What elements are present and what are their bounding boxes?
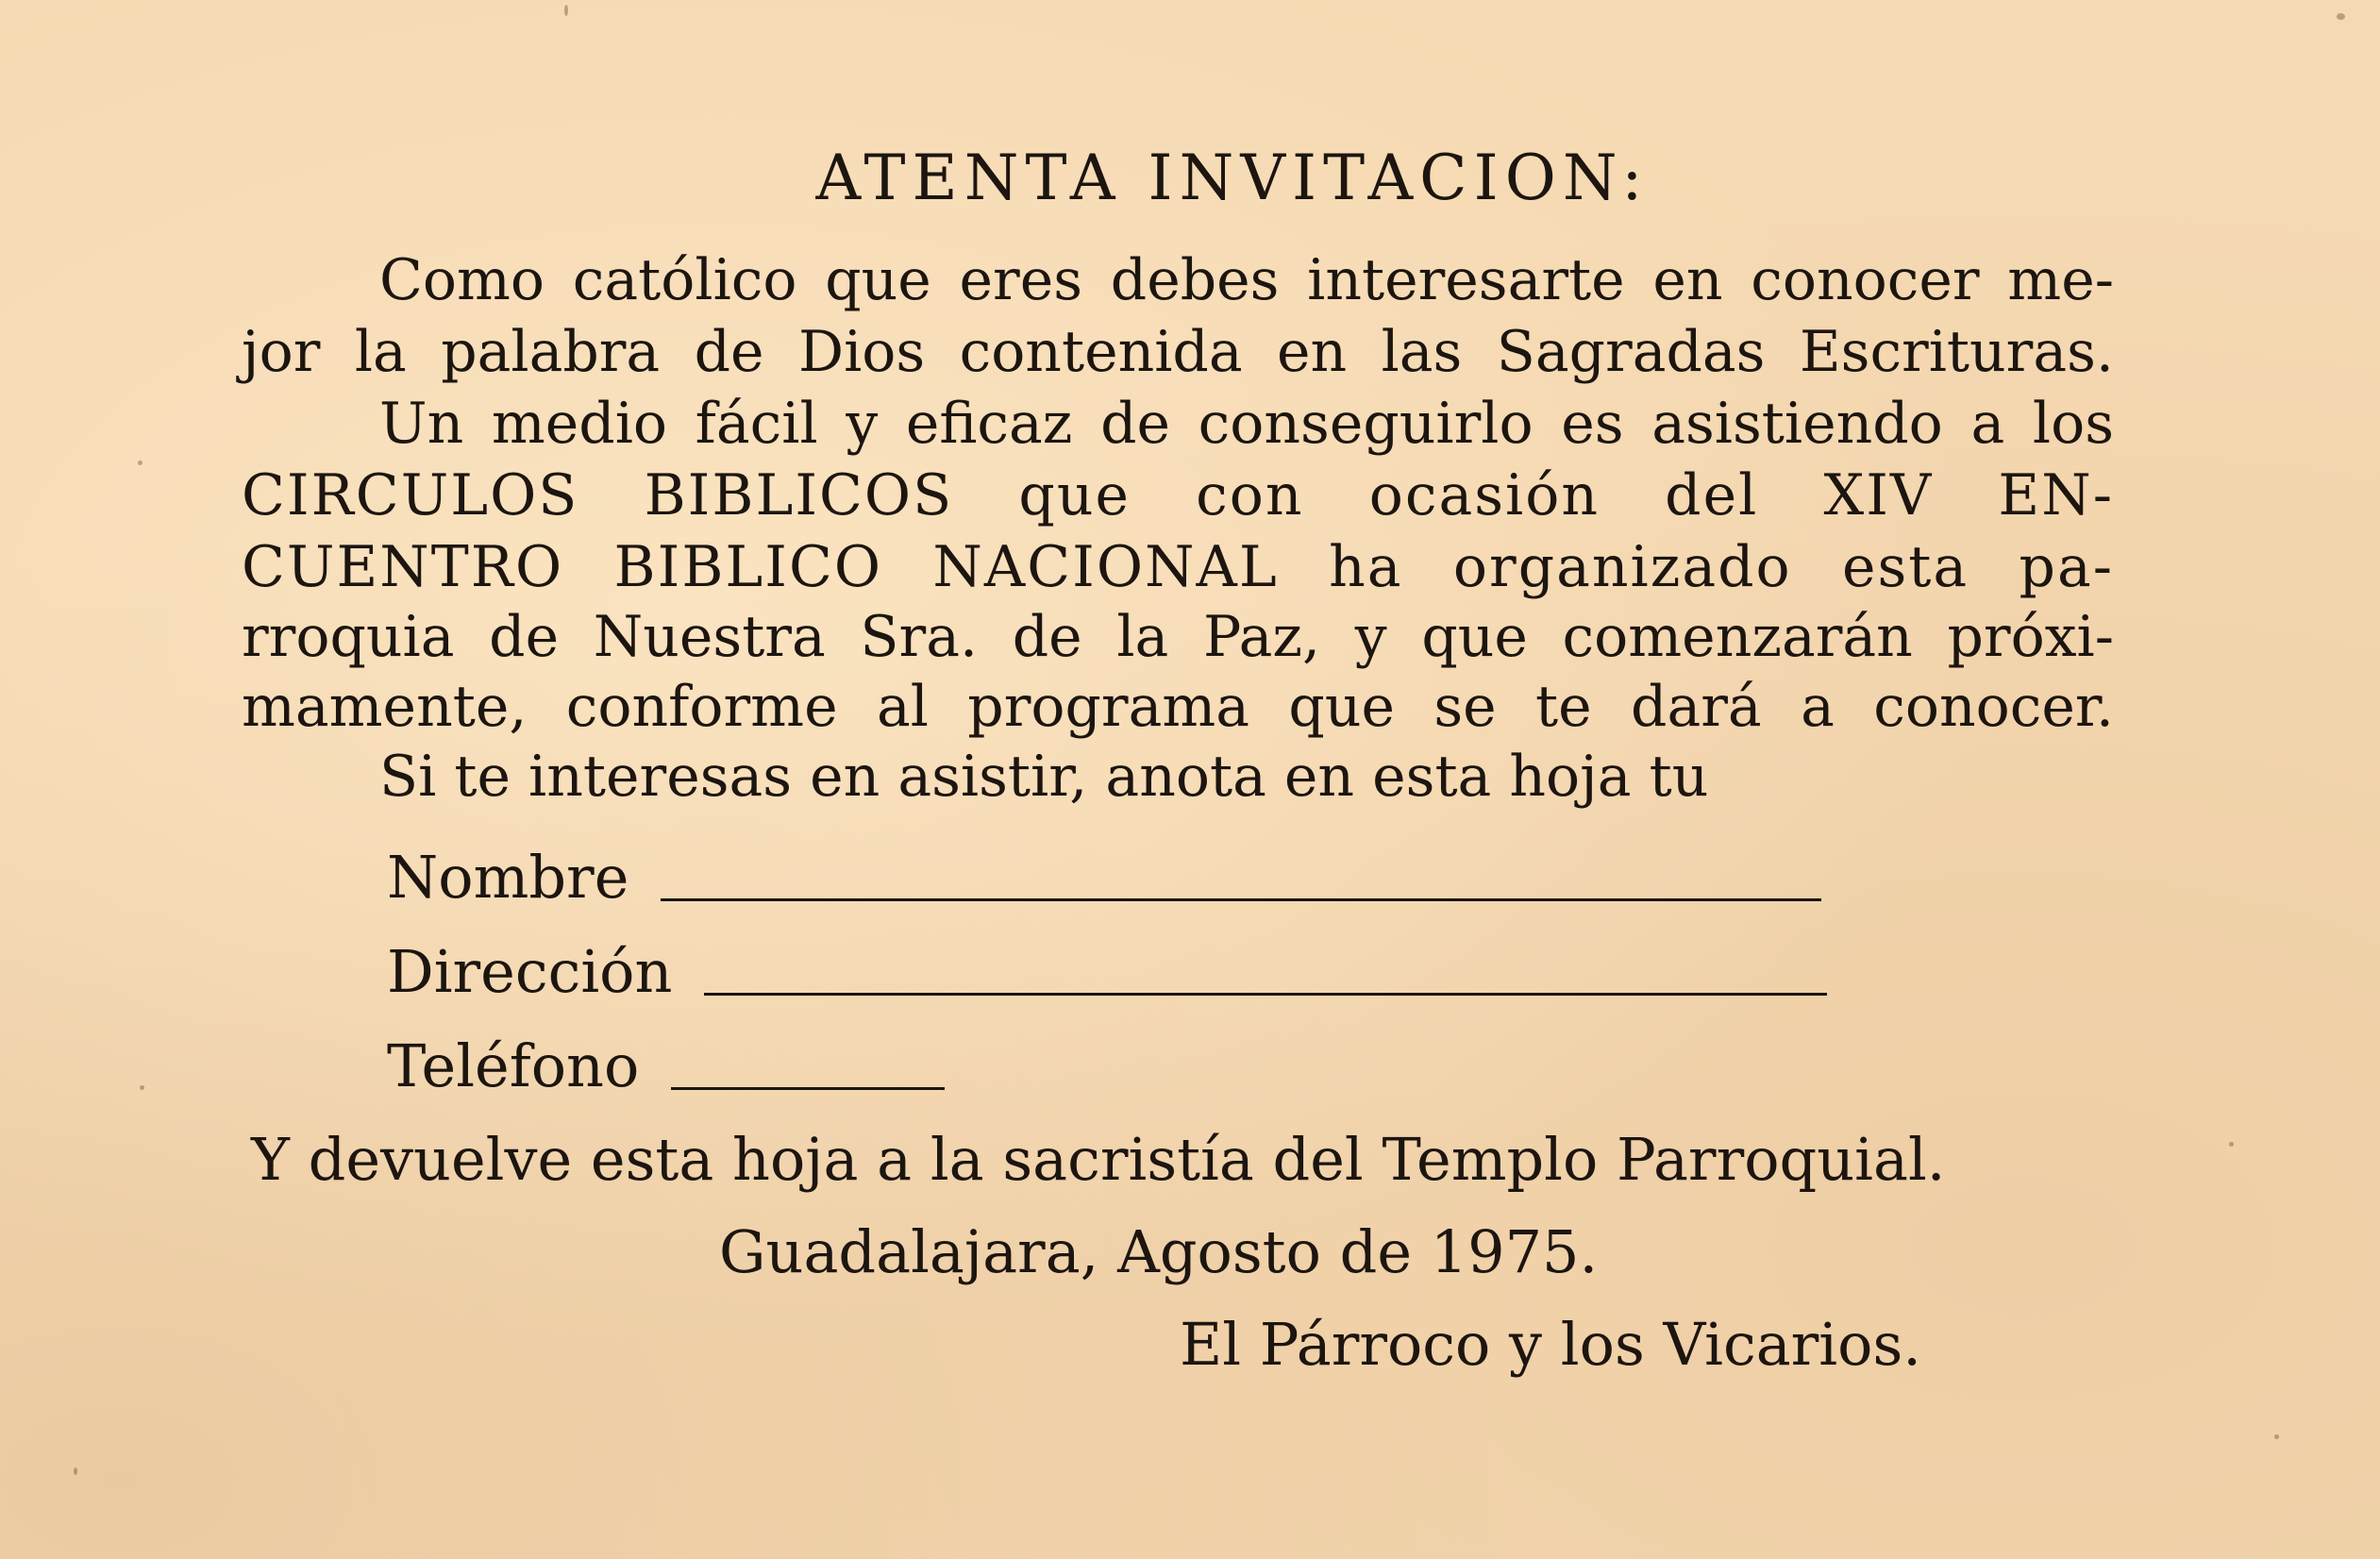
body-line-4: CIRCULOS BIBLICOS que con ocasión del XIV EN-: [242, 462, 2114, 528]
phone-blank-line[interactable]: [671, 1087, 945, 1090]
address-field[interactable]: [387, 939, 1827, 1005]
name-label: Nombre: [387, 843, 629, 912]
body-line-5: CUENTRO BIBLICO NACIONAL ha organizado esta pa-: [242, 534, 2114, 600]
body-line-6: rroquia de Nuestra Sra. de la Paz, y que comenzarán próxi-: [242, 604, 2114, 670]
paper-speck: [138, 461, 142, 465]
phone-field[interactable]: [387, 1033, 945, 1099]
name-field[interactable]: [387, 845, 1821, 911]
paper-speck: [2229, 1142, 2234, 1147]
phone-label: Teléfono: [387, 1031, 640, 1100]
paper-speck: [2337, 13, 2345, 20]
signature: El Párroco y los Vicarios.: [1180, 1310, 1921, 1379]
paper-speck: [2274, 1434, 2279, 1439]
paper-speck: [140, 1085, 144, 1090]
invitation-title: ATENTA INVITACION:: [815, 142, 1650, 214]
name-blank-line[interactable]: [661, 898, 1821, 901]
place-and-date: Guadalajara, Agosto de 1975.: [719, 1217, 1599, 1286]
body-line-1: Como católico que eres debes interesarte en conocer me-: [379, 247, 2114, 313]
address-label: Dirección: [387, 937, 673, 1006]
body-line-2: jor la palabra de Dios contenida en las Sagradas Escrituras.: [242, 319, 2114, 385]
paper-speck: [564, 5, 568, 16]
paper-speck: [74, 1467, 77, 1475]
address-blank-line[interactable]: [704, 993, 1827, 996]
return-instruction: Y devuelve esta hoja a la sacristía del Templo Parroquial.: [251, 1125, 1946, 1194]
body-line-3: Un medio fácil y eficaz de conseguirlo es asistiendo a los: [379, 391, 2114, 457]
body-line-8: Si te interesas en asistir, anota en esta hoja tu: [379, 744, 1709, 810]
body-line-7: mamente, conforme al programa que se te dará a conocer.: [242, 674, 2114, 740]
